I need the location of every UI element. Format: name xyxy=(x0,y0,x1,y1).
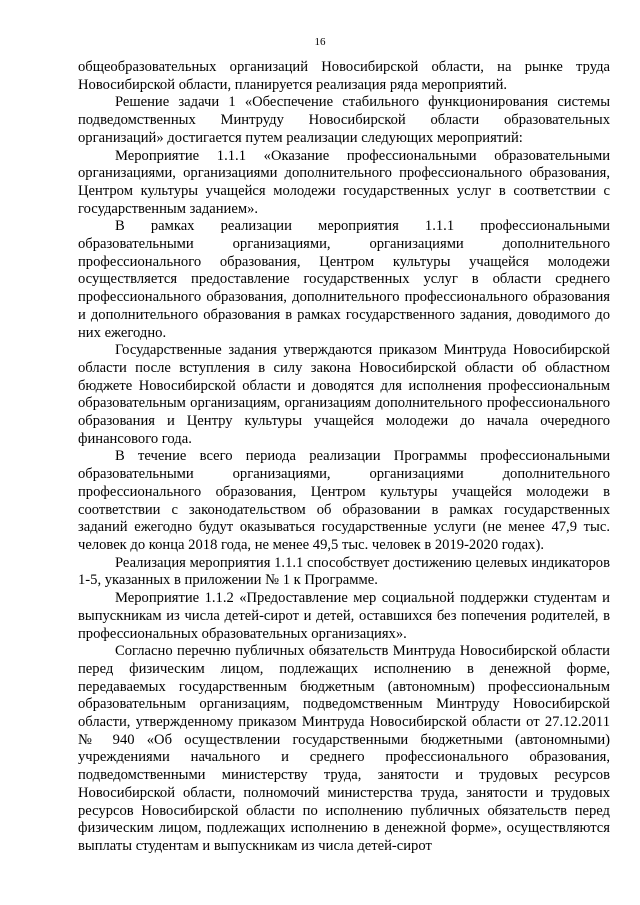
paragraph: В течение всего периода реализации Программы профессиональными образовательными организациями, организациями дополнительного профессионального образования, Центром культуры учащейся молодежи в соответствии с законодательством об образовании в рамках государственных заданий ежегодно будут оказываться государственные услуги (не менее 47,9 тыс. человек до конца 2018 года, не менее 49,5 тыс. человек в 2019-2020 годах). xyxy=(78,448,610,553)
page-number: 16 xyxy=(314,36,326,48)
document-body xyxy=(78,59,610,856)
paragraph: Мероприятие 1.1.2 «Предоставление мер социальной поддержки студентам и выпускникам из числа детей-сирот и детей, оставшихся без попечения родителей, в профессиональных образовательных организациях». xyxy=(78,590,610,642)
paragraph: Согласно перечню публичных обязательств Минтруда Новосибирской области перед физическим лицом, подлежащих исполнению в денежной форме, передаваемых государственным бюджетным (автономным) профессиональным образовательным организациям, подведомственным Минтруду Новосибирской области, утвержденному приказом Минтруда Новосибирской области от 27.12.2011 № 940 «Об осуществлении государственными бюджетными (автономными) учреждениями начального и среднего профессионального образования, подведомственными министерству труда, занятости и трудовых ресурсов Новосибирской области, полномочий министерства труда, занятости и трудовых ресурсов Новосибирской области по исполнению публичных обязательств перед физическим лицом, подлежащих исполнению в денежной форме», осуществляются выплаты студентам и выпускникам из числа детей-сирот xyxy=(78,643,610,854)
paragraph: Решение задачи 1 «Обеспечение стабильного функционирования системы подведомственных Минтруду Новосибирской области образовательных организаций» достигается путем реализации следующих мероприятий: xyxy=(78,94,610,146)
paragraph: Мероприятие 1.1.1 «Оказание профессиональными образовательными организациями, организациями дополнительного профессионального образования, Центром культуры учащейся молодежи государственных услуг в соответствии с государственным заданием». xyxy=(78,147,610,217)
paragraph: Государственные задания утверждаются приказом Минтруда Новосибирской области после вступления в силу закона Новосибирской области об областном бюджете Новосибирской области и доводятся для исполнения профессиональным образовательным организациям, организациям дополнительного профессионального образования и Центру культуры учащейся молодежи до начала очередного финансового года. xyxy=(78,342,610,447)
paragraph: общеобразовательных организаций Новосибирской области, на рынке труда Новосибирской области, планируется реализация ряда мероприятий. xyxy=(78,59,610,93)
paragraph: В рамках реализации мероприятия 1.1.1 профессиональными образовательными организациями, организациями дополнительного профессионального образования, Центром культуры учащейся молодежи осуществляется предоставление государственных услуг в области среднего профессионального образования, дополнительного профессионального образования и дополнительного образования в рамках государственного задания, доводимого до них ежегодно. xyxy=(78,218,610,341)
paragraph: Реализация мероприятия 1.1.1 способствует достижению целевых индикаторов 1-5, указанных в приложении № 1 к Программе. xyxy=(78,554,610,589)
